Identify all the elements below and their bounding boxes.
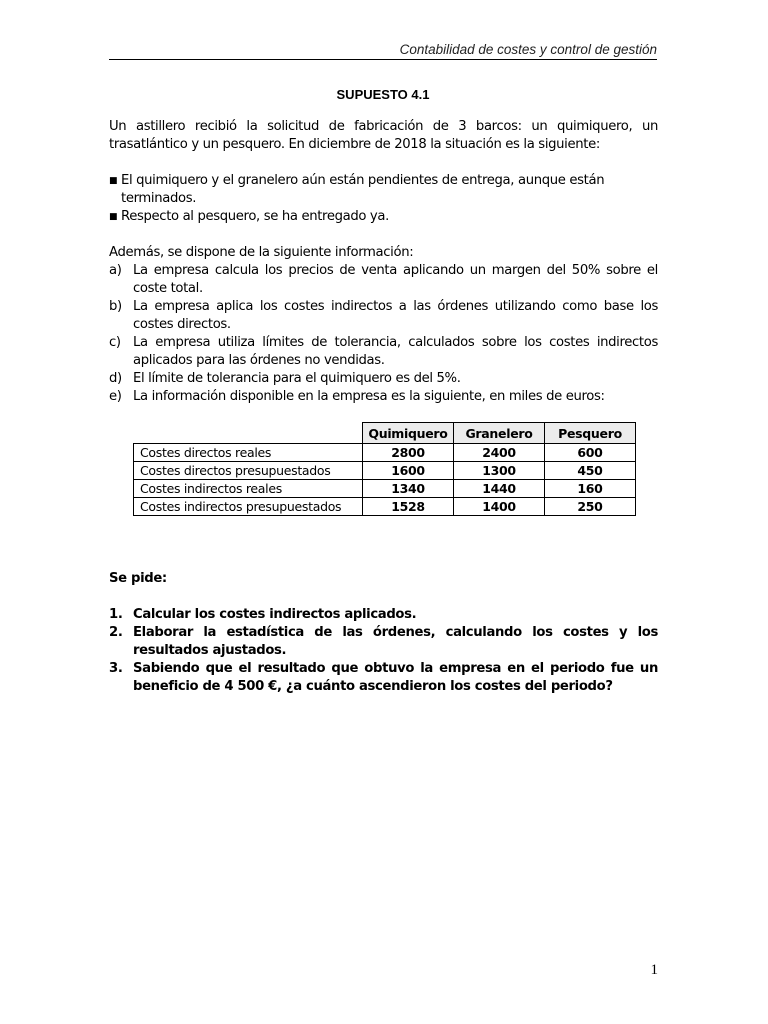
table-cell: 1400 xyxy=(454,498,545,516)
info-marker: a) xyxy=(109,263,122,278)
info-text: La información disponible en la empresa es la siguiente, en miles de euros: xyxy=(133,389,605,404)
table-header-row xyxy=(134,423,636,444)
question-marker: 2. xyxy=(109,625,123,640)
column-header: Granelero xyxy=(454,423,545,444)
column-header: Quimiquero xyxy=(363,423,454,444)
table-row xyxy=(134,444,636,462)
info-text: La empresa utiliza límites de tolerancia, calculados sobre los costes indirectos aplicados para las órdenes no vendidas. xyxy=(133,335,658,368)
info-item xyxy=(109,334,658,370)
info-item xyxy=(109,298,658,334)
question-item xyxy=(109,606,658,624)
intro-paragraph: Un astillero recibió la solicitud de fabricación de 3 barcos: un quimiquero, un trasatlántico y un pesquero. En diciembre de 2018 la situación es la siguiente: xyxy=(109,119,658,152)
bullet-square-icon: ■ xyxy=(109,212,118,222)
info-marker: e) xyxy=(109,389,122,404)
bullet-text: El quimiquero y el granelero aún están pendientes de entrega, aunque están terminados. xyxy=(121,173,605,206)
info-marker: d) xyxy=(109,371,122,386)
cost-table xyxy=(133,422,636,516)
bullet-square-icon: ■ xyxy=(109,176,118,186)
info-heading: Además, se dispone de la siguiente información: xyxy=(109,245,414,260)
table-cell: 450 xyxy=(545,462,636,480)
table-cell: 2400 xyxy=(454,444,545,462)
bullet-text: Respecto al pesquero, se ha entregado ya. xyxy=(121,209,389,224)
questions-list xyxy=(109,606,658,696)
table-row xyxy=(134,498,636,516)
column-header: Pesquero xyxy=(545,423,636,444)
table-cell: 250 xyxy=(545,498,636,516)
question-text: Calcular los costes indirectos aplicados. xyxy=(133,607,417,622)
question-text: Elaborar la estadística de las órdenes, calculando los costes y los resultados ajustados. xyxy=(133,625,658,658)
row-label: Costes indirectos presupuestados xyxy=(134,498,363,516)
table-cell: 1440 xyxy=(454,480,545,498)
page-number: 1 xyxy=(650,962,658,978)
statement-body xyxy=(109,118,658,406)
question-text: Sabiendo que el resultado que obtuvo la empresa en el periodo fue un beneficio de 4 500 €, ¿a cuánto ascendieron los costes del periodo? xyxy=(133,661,658,694)
info-item xyxy=(109,388,658,406)
spacer xyxy=(109,154,658,172)
running-header: Contabilidad de costes y control de gestión xyxy=(399,42,657,57)
spacer xyxy=(109,226,658,244)
table-cell: 1340 xyxy=(363,480,454,498)
questions-block xyxy=(109,606,658,696)
bullet-item xyxy=(109,172,658,208)
info-item xyxy=(109,370,658,388)
table-cell: 1600 xyxy=(363,462,454,480)
row-label: Costes indirectos reales xyxy=(134,480,363,498)
status-bullet-list xyxy=(109,172,658,226)
table-cell: 1528 xyxy=(363,498,454,516)
info-text: La empresa calcula los precios de venta aplicando un margen del 50% sobre el coste total. xyxy=(133,263,658,296)
table-row xyxy=(134,462,636,480)
question-item xyxy=(109,660,658,696)
question-item xyxy=(109,624,658,660)
table-cell: 160 xyxy=(545,480,636,498)
row-label: Costes directos reales xyxy=(134,444,363,462)
table-cell: 2800 xyxy=(363,444,454,462)
info-item xyxy=(109,262,658,298)
info-text: La empresa aplica los costes indirectos a las órdenes utilizando como base los costes directos. xyxy=(133,299,658,332)
table-cell: 600 xyxy=(545,444,636,462)
info-marker: c) xyxy=(109,335,121,350)
header-rule xyxy=(109,59,657,60)
table-corner-cell xyxy=(134,423,363,444)
bullet-item xyxy=(109,208,658,226)
info-marker: b) xyxy=(109,299,122,314)
info-list xyxy=(109,262,658,406)
table-cell: 1300 xyxy=(454,462,545,480)
exercise-title: SUPUESTO 4.1 xyxy=(336,87,430,102)
table-row xyxy=(134,480,636,498)
row-label: Costes directos presupuestados xyxy=(134,462,363,480)
question-marker: 1. xyxy=(109,607,123,622)
question-marker: 3. xyxy=(109,661,123,676)
info-text: El límite de tolerancia para el quimiquero es del 5%. xyxy=(133,371,461,386)
se-pide-heading: Se pide: xyxy=(109,571,167,586)
